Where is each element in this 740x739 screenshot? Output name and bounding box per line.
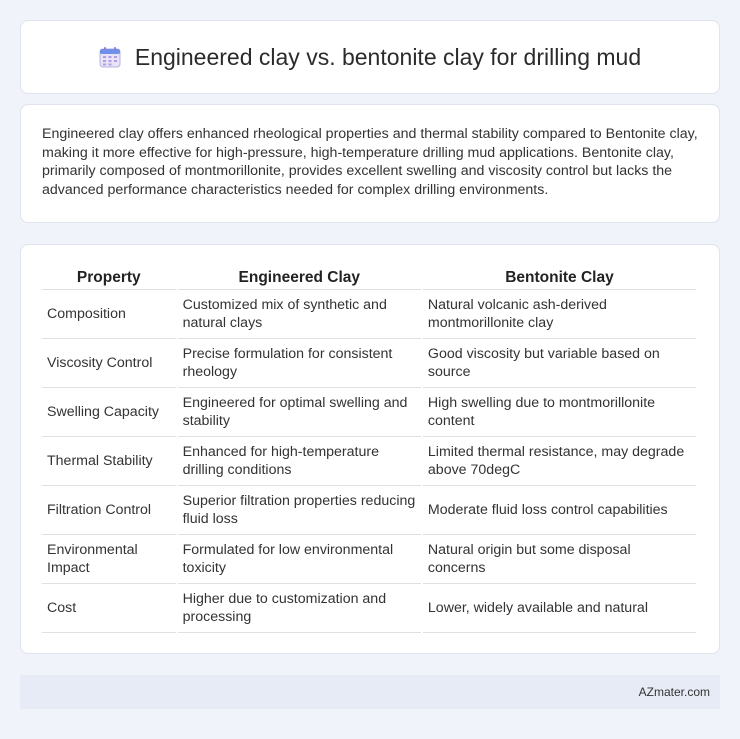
table-row [42, 388, 696, 437]
cell-engineered: Superior filtration properties reducing fluid loss [178, 486, 421, 535]
cell-engineered: Customized mix of synthetic and natural clays [178, 290, 421, 339]
footer-bar [20, 675, 720, 709]
cell-bentonite: Good viscosity but variable based on source [423, 339, 696, 388]
cell-property: Cost [42, 584, 176, 633]
summary-text: Engineered clay offers enhanced rheological properties and thermal stability compared to Bentonite clay, making it more effective for high-pressure, high-temperature drilling mud applications. Bentonite clay, primarily composed of montmorillonite, provides excellent swelling and viscosity control but lacks the advanced performance characteristics needed for complex drilling environments. [42, 126, 698, 198]
cell-property: Swelling Capacity [42, 388, 176, 437]
comparison-table [40, 265, 698, 633]
table-row [42, 486, 696, 535]
cell-bentonite: Natural volcanic ash-derived montmorillonite clay [423, 290, 696, 339]
table-row [42, 584, 696, 633]
cell-bentonite: Moderate fluid loss control capabilities [423, 486, 696, 535]
cell-bentonite: High swelling due to montmorillonite content [423, 388, 696, 437]
table-row [42, 437, 696, 486]
cell-property: Thermal Stability [42, 437, 176, 486]
footer-brand: AZmater.com [638, 685, 710, 699]
table-row [42, 339, 696, 388]
comparison-table-card [20, 244, 720, 654]
table-row [42, 290, 696, 339]
cell-bentonite: Limited thermal resistance, may degrade above 70degC [423, 437, 696, 486]
header-engineered-clay: Engineered Clay [178, 265, 421, 290]
summary-card [20, 104, 720, 223]
cell-property: Environmental Impact [42, 535, 176, 584]
cell-engineered: Enhanced for high-temperature drilling conditions [178, 437, 421, 486]
cell-property: Viscosity Control [42, 339, 176, 388]
cell-engineered: Higher due to customization and processing [178, 584, 421, 633]
header-bentonite-clay: Bentonite Clay [423, 265, 696, 290]
cell-engineered: Precise formulation for consistent rheology [178, 339, 421, 388]
cell-engineered: Formulated for low environmental toxicity [178, 535, 421, 584]
header-property: Property [42, 265, 176, 290]
table-header-row [42, 265, 696, 290]
cell-engineered: Engineered for optimal swelling and stability [178, 388, 421, 437]
title-card [20, 20, 720, 94]
cell-bentonite: Lower, widely available and natural [423, 584, 696, 633]
cell-bentonite: Natural origin but some disposal concerns [423, 535, 696, 584]
table-row [42, 535, 696, 584]
calendar-icon [99, 46, 121, 68]
cell-property: Filtration Control [42, 486, 176, 535]
cell-property: Composition [42, 290, 176, 339]
page-title: Engineered clay vs. bentonite clay for drilling mud [134, 43, 642, 70]
